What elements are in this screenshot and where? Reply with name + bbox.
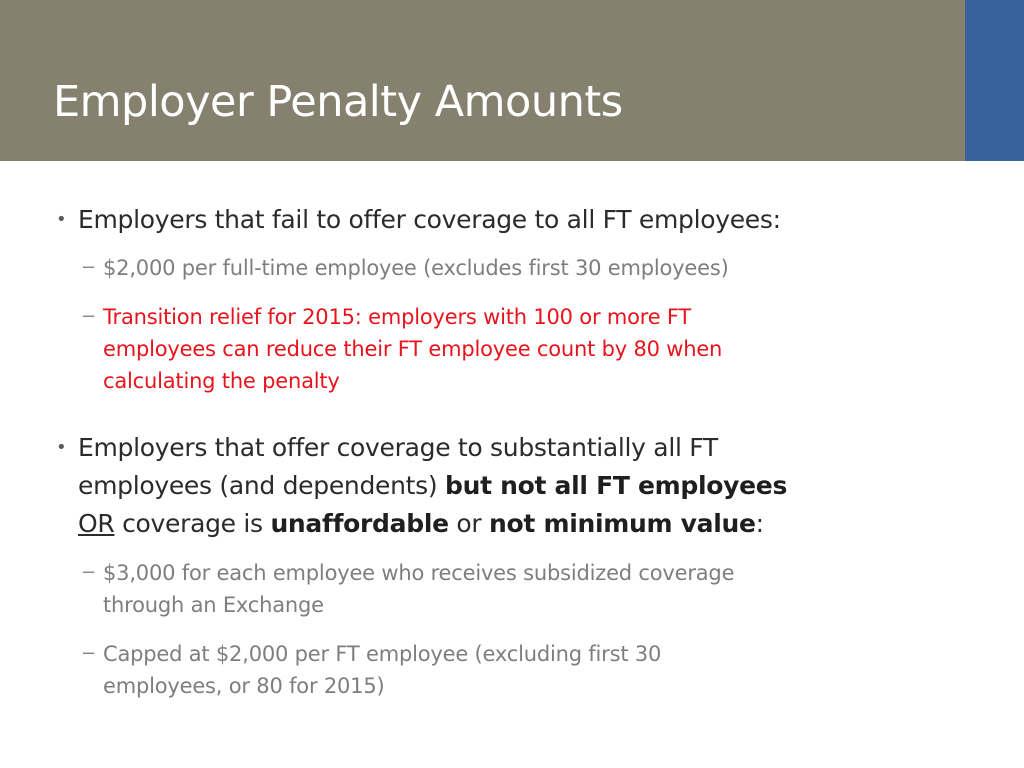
bullet-2-sub-2-line-2: employees, or 80 for 2015) (103, 674, 385, 698)
bullet-2-emphasis-min-value: not minimum value (489, 509, 756, 538)
bullet-1 (56, 201, 976, 239)
bullet-1-sub-1-text: $2,000 per full-time employee (excludes first 30 employees) (103, 256, 729, 280)
sub-marker: − (81, 562, 96, 583)
bullet-2-line-3 (78, 509, 764, 538)
bullet-2 (56, 429, 976, 543)
bullet-marker: • (56, 437, 67, 458)
bullet-1-sub-1 (56, 252, 976, 284)
bullet-marker: • (56, 209, 67, 230)
bullet-2-line-2 (78, 471, 787, 500)
bullet-2-emphasis-or: OR (78, 509, 115, 538)
bullet-2-sub-1-line-1: $3,000 for each employee who receives subsidized coverage (103, 561, 735, 585)
bullet-2-sub-2 (56, 638, 976, 702)
accent-bar (965, 0, 1024, 161)
bullet-2-emphasis-not-all: but not all FT employees (444, 471, 788, 500)
sub-marker: − (81, 306, 96, 327)
bullet-1-sub-2-line-2: employees can reduce their FT employee count by 80 when (103, 337, 723, 361)
bullet-2-line-3-text-b: or (448, 509, 490, 538)
sub-marker: − (81, 257, 96, 278)
bullet-2-sub-1-line-2: through an Exchange (103, 593, 324, 617)
sub-marker: − (81, 643, 96, 664)
bullet-2-line-3-colon: : (755, 509, 764, 538)
slide-title: Employer Penalty Amounts (53, 77, 623, 127)
bullet-1-sub-2 (56, 301, 976, 397)
bullet-2-sub-1 (56, 557, 976, 621)
slide-body (56, 201, 976, 702)
bullet-2-emphasis-unaffordable: unaffordable (270, 509, 449, 538)
bullet-2-line-3-text-a: coverage is (114, 509, 271, 538)
bullet-2-sub-2-line-1: Capped at $2,000 per FT employee (excluding first 30 (103, 642, 662, 666)
bullet-1-text: Employers that fail to offer coverage to all FT employees: (78, 205, 781, 234)
bullet-2-line-1: Employers that offer coverage to substantially all FT (78, 433, 718, 462)
bullet-2-line-2-text: employees (and dependents) (78, 471, 445, 500)
bullet-1-sub-2-line-1: Transition relief for 2015: employers with 100 or more FT (103, 305, 692, 329)
bullet-1-sub-2-line-3: calculating the penalty (103, 369, 340, 393)
